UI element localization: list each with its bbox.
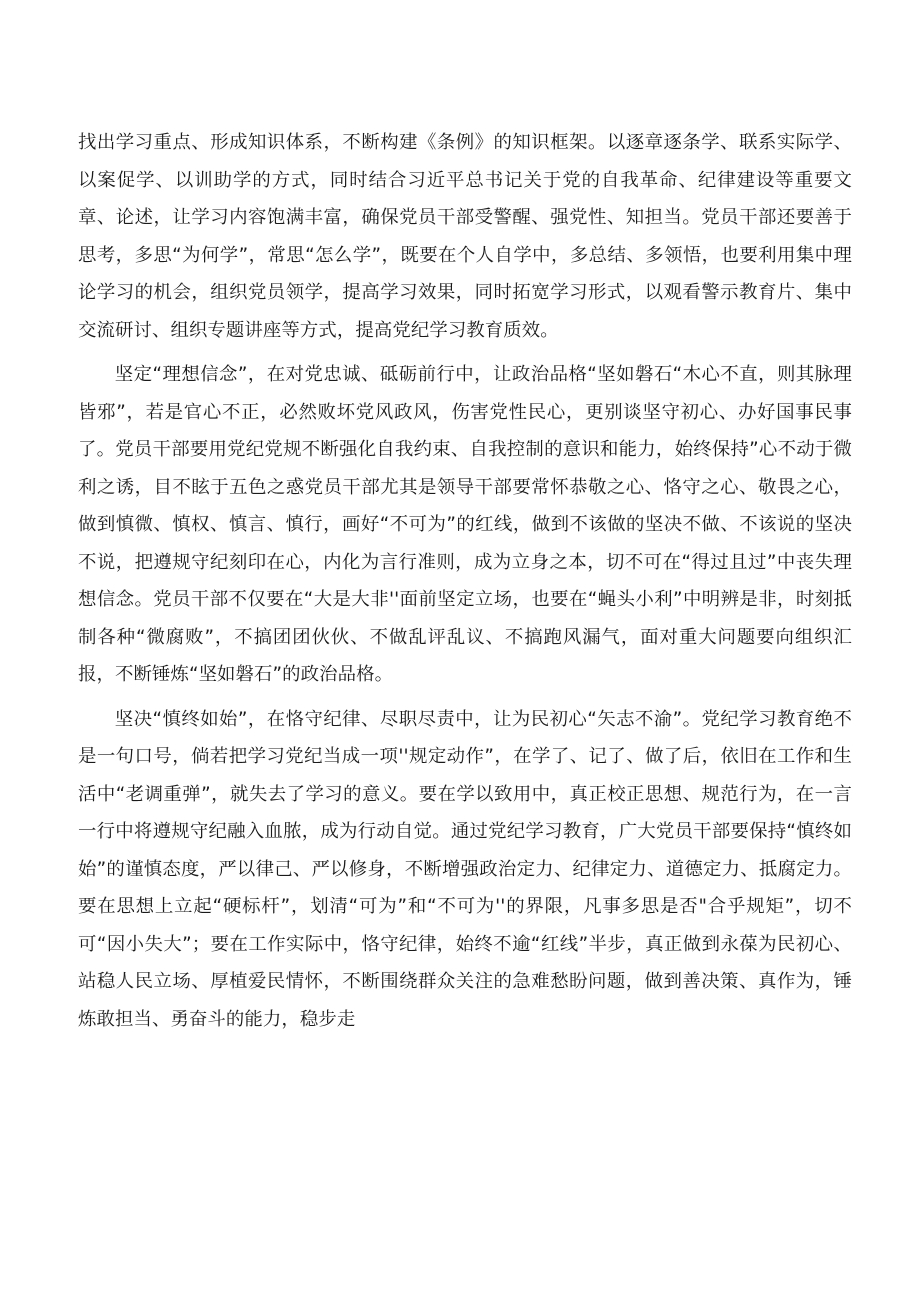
paragraph-1: 找出学习重点、形成知识体系，不断构建《条例》的知识框架。以逐章逐条学、联系实际学、以案促学、以训助学的方式，同时结合习近平总书记关于党的自我革命、纪律建设等重要文章、论述，让学习内容饱满丰富，确保党员干部受警醒、强党性、知担当。党员干部还要善于思考，多思“为何学”，常思“怎么学”，既要在个人自学中，多总结、多领悟，也要利用集中理论学习的机会，组织党员领学，提高学习效果，同时拓宽学习形式，以观看警示教育片、集中交流研讨、组织专题讲座等方式，提高党纪学习教育质效。 xyxy=(78,132,852,341)
paragraph-3: 坚决“慎终如始”，在恪守纪律、尽职尽责中，让为民初心“矢志不渝”。党纪学习教育绝不是一句口号，倘若把学习党纪当成一项''规定动作”，在学了、记了、做了后，依旧在工作和生活中“老调重弹”，就失去了学习的意义。要在学以致用中，真正校正思想、规范行为，在一言一行中将遵规守纪融入血脓，成为行动自觉。通过党纪学习教育，广大党员干部要保持“慎终如始”的谨慎态度，严以律己、严以修身，不断增强政治定力、纪律定力、道德定力、抵腐定力。要在思想上立起“硬标杆”，划清“可为”和“不可为''的界限，凡事多思是否"合乎规矩”，切不可“因小失大”；要在工作实际中，恪守纪律，始终不逾“红线”半步，真正做到永葆为民初心、站稳人民立场、厚植爱民情怀，不断围绕群众关注的急难愁盼问题，做到善决策、真作为，锤炼敢担当、勇奋斗的能力，稳步走 xyxy=(78,708,852,1030)
document-body xyxy=(78,124,852,1038)
paragraph-2: 坚定“理想信念”，在对党忠诚、砥砺前行中，让政治品格“坚如磐石“木心不直，则其脉理皆邪”，若是官心不正，必然败坏党风政风，伤害党性民心，更别谈坚守初心、办好国事民事了。党员干部要用党纪党规不断强化自我约束、自我控制的意识和能力，始终保持”心不动于微利之诱，目不眩于五色之惑党员干部尤其是领导干部要常怀恭敬之心、恪守之心、敬畏之心，做到慎微、慎权、慎言、慎行，画好“不可为”的红线，做到不该做的坚决不做、不该说的坚决不说，把遵规守纪刻印在心，内化为言行准则，成为立身之本，切不可在“得过且过”中丧失理想信念。党员干部不仅要在“大是大非''面前坚定立场，也要在“蝇头小利”中明辨是非，时刻抵制各种“微腐败”，不搞团团伙伙、不做乱评乱议、不搞跑风漏气，面对重大问题要向组织汇报，不断锤炼“坚如磐石”的政治品格。 xyxy=(78,364,852,685)
